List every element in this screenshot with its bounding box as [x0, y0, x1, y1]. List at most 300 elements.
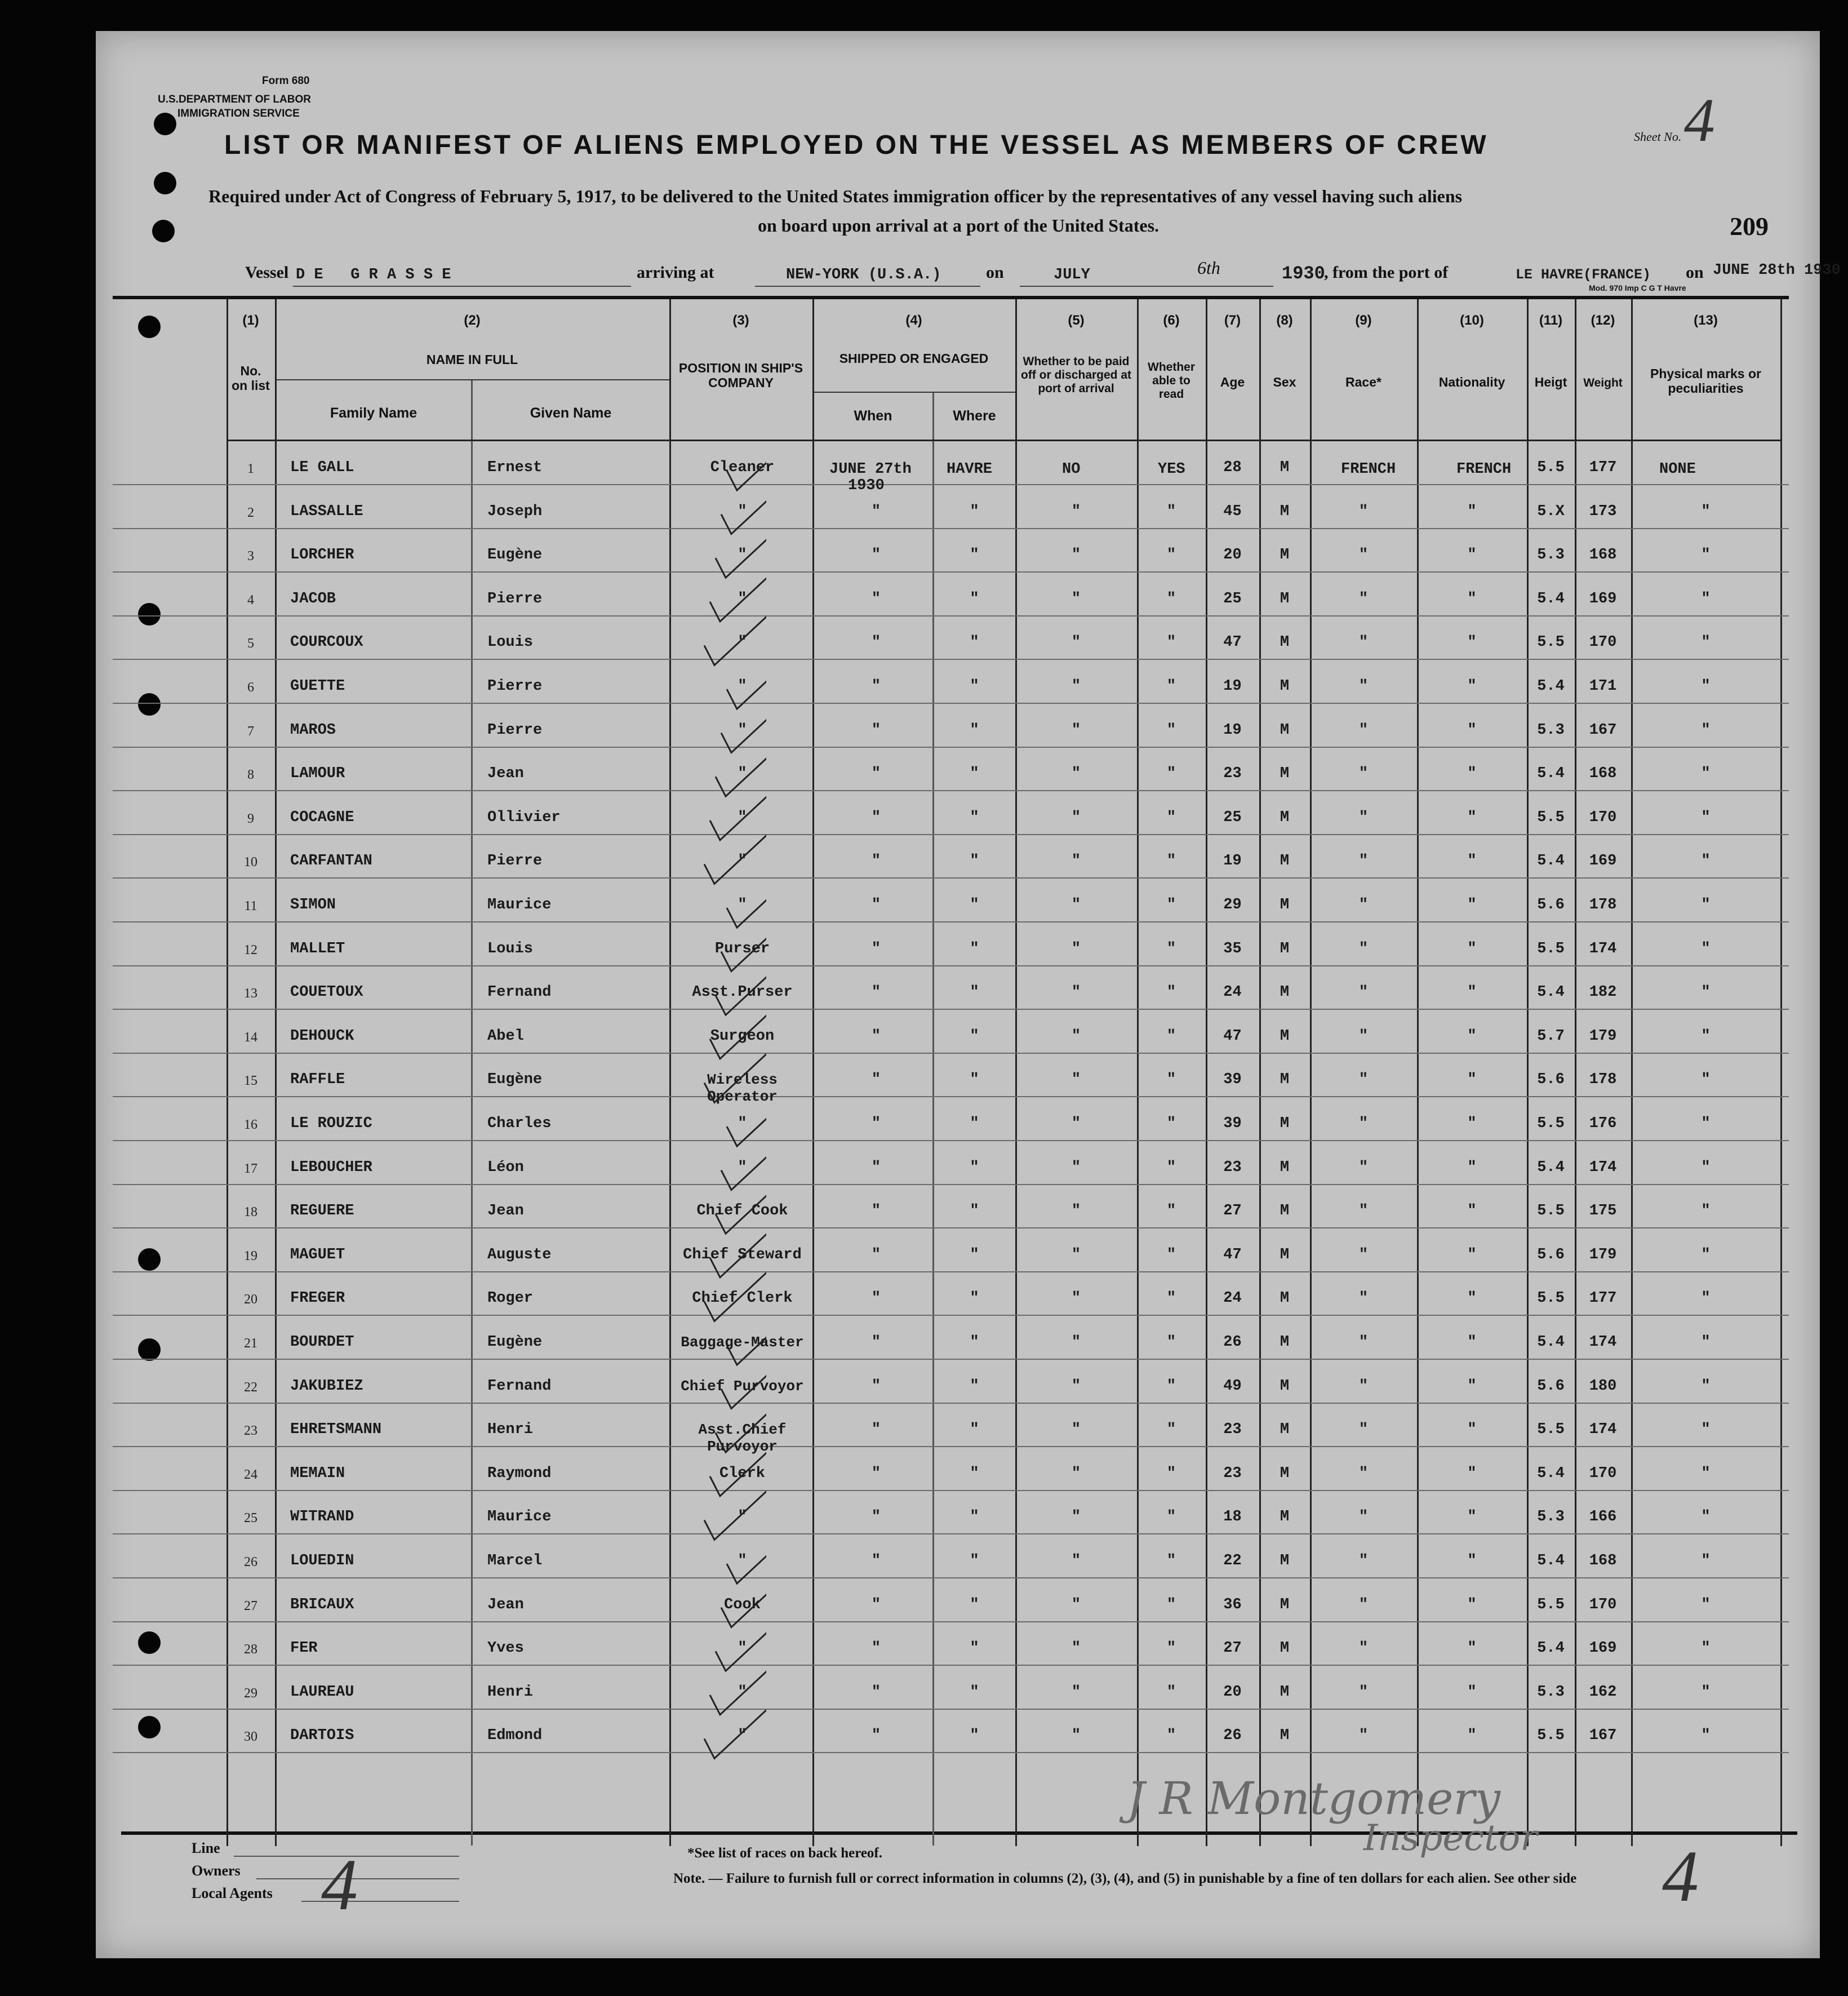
row-sex: M — [1280, 1596, 1290, 1613]
row-position: " — [738, 853, 747, 870]
row-weight: 171 — [1589, 678, 1617, 695]
ditto-mark: " — [1701, 1334, 1711, 1351]
row-weight: 170 — [1589, 1596, 1617, 1613]
ditto-mark: " — [1467, 765, 1477, 783]
col-line — [812, 299, 814, 1846]
ditto-mark: " — [970, 897, 979, 913]
from-label: , from the port of — [1324, 263, 1449, 282]
ditto-mark: " — [1071, 940, 1081, 957]
row-given: Yves — [487, 1640, 524, 1657]
col-line — [1780, 299, 1782, 1846]
row-position: Chief Steward — [683, 1246, 802, 1263]
row-number: 18 — [244, 1205, 257, 1220]
row-number: 26 — [244, 1555, 257, 1569]
row-number: 24 — [244, 1467, 257, 1482]
row-weight: 169 — [1589, 1640, 1617, 1657]
row-family: LORCHER — [290, 547, 354, 564]
row-sex: M — [1280, 1203, 1290, 1220]
row-age: 23 — [1223, 1465, 1242, 1482]
ditto-mark: " — [1071, 1596, 1081, 1613]
row-sex: M — [1280, 1159, 1290, 1176]
ditto-mark: " — [1166, 1071, 1176, 1089]
ditto-mark: " — [970, 853, 979, 870]
row-given: Abel — [487, 1027, 524, 1045]
row-age: 47 — [1223, 1027, 1242, 1045]
row-given: Jean — [487, 765, 524, 783]
ditto-mark: " — [1467, 1071, 1477, 1089]
row-rule — [113, 615, 1789, 616]
ditto-mark: " — [1701, 809, 1711, 826]
header-subrule — [276, 379, 669, 380]
row-weight: 182 — [1589, 984, 1617, 1001]
ditto-mark: " — [970, 1377, 979, 1395]
row-number: 11 — [244, 899, 257, 913]
ditto-mark: " — [970, 984, 979, 1001]
ditto-mark: " — [871, 1115, 881, 1132]
row-sex: M — [1280, 1421, 1290, 1439]
subtitle-2: on board upon arrival at a port of the United States. — [758, 215, 1160, 236]
row-family: BOURDET — [290, 1334, 354, 1351]
row-rule — [113, 1621, 1789, 1622]
row-given: Maurice — [487, 897, 552, 913]
inspector-signature: J R Montgomery — [1127, 1772, 1500, 1825]
ditto-mark: " — [1166, 1640, 1176, 1657]
row-given: Fernand — [487, 1377, 552, 1395]
row-number: 10 — [244, 855, 257, 870]
row-given: Auguste — [487, 1246, 552, 1263]
arriving-label: arriving at — [637, 263, 714, 282]
row-number: 20 — [244, 1292, 257, 1307]
ditto-mark: " — [1166, 590, 1176, 607]
row-height: 5.4 — [1537, 1465, 1565, 1482]
row-family: DARTOIS — [290, 1727, 354, 1745]
row-rule — [113, 484, 1789, 485]
col-line — [275, 299, 277, 1846]
ditto-mark: " — [1701, 678, 1711, 695]
row-position: Clerk — [719, 1465, 765, 1482]
owners-label: Owners — [192, 1862, 241, 1879]
row-position: " — [738, 809, 747, 826]
ditto-mark: " — [1467, 1159, 1477, 1176]
row-rule — [113, 877, 1789, 879]
row-family: COUETOUX — [290, 984, 363, 1001]
ditto-mark: " — [970, 1683, 979, 1701]
row-height: 5.6 — [1537, 897, 1565, 913]
row-weight: 170 — [1589, 1465, 1617, 1482]
form-number: Form 680 — [262, 75, 310, 87]
ditto-mark: " — [1071, 1640, 1081, 1657]
ditto-mark: " — [1166, 1027, 1176, 1045]
row-position: " — [738, 678, 747, 695]
ditto-mark: " — [1701, 984, 1711, 1001]
ditto-mark: " — [1467, 1640, 1477, 1657]
ditto-mark: " — [1358, 940, 1369, 957]
row-sex: M — [1280, 940, 1290, 957]
row-age: 24 — [1223, 984, 1242, 1001]
ditto-mark: " — [1071, 503, 1081, 520]
ditto-mark: " — [970, 1290, 979, 1307]
row-given: Pierre — [487, 721, 543, 739]
row-rule — [113, 790, 1789, 791]
row-height: 5.4 — [1537, 1553, 1565, 1569]
ditto-mark: " — [1071, 1027, 1081, 1045]
row-weight: 179 — [1589, 1027, 1617, 1045]
ditto-mark: " — [970, 1159, 979, 1176]
row-weight: 180 — [1589, 1377, 1617, 1395]
ditto-mark: " — [1467, 678, 1477, 695]
port-underline — [755, 286, 980, 287]
row-rule — [113, 1184, 1789, 1185]
ditto-mark: " — [1071, 678, 1081, 695]
col10-number: (10) — [1460, 313, 1484, 328]
ditto-mark: " — [1166, 1421, 1176, 1439]
ditto-mark: " — [871, 765, 881, 783]
row-sex: M — [1280, 1683, 1290, 1701]
ditto-mark: " — [970, 1421, 979, 1439]
row-weight: 177 — [1589, 459, 1617, 476]
row-family: LE GALL — [290, 459, 354, 476]
row-height: 5.6 — [1537, 1246, 1565, 1263]
row-position: " — [738, 1640, 747, 1657]
row-position: Cook — [724, 1596, 761, 1613]
ditto-mark: " — [871, 1246, 881, 1263]
ditto-mark: " — [1071, 1727, 1081, 1745]
ditto-mark: " — [1358, 897, 1369, 913]
ditto-mark: " — [1701, 1421, 1711, 1439]
row-given: Louis — [487, 940, 534, 957]
col1-number: (1) — [242, 313, 259, 328]
row-age: 49 — [1223, 1377, 1242, 1395]
row-weight: 168 — [1589, 765, 1617, 783]
row-age: 19 — [1223, 853, 1242, 870]
col5-header: Whether to be paid off or discharged at port of arrival — [1020, 355, 1132, 395]
row-height: 5.4 — [1537, 765, 1565, 783]
row-given: Eugène — [487, 547, 543, 564]
punch-hole — [138, 1631, 161, 1654]
ditto-mark: " — [1166, 503, 1176, 520]
row-weight: 169 — [1589, 853, 1617, 870]
ditto-mark: " — [1166, 984, 1176, 1001]
inspector-title: Inspector — [1363, 1817, 1538, 1859]
ditto-mark: " — [1358, 1727, 1369, 1745]
ditto-mark: " — [1166, 1683, 1176, 1701]
row-family: RAFFLE — [290, 1071, 345, 1089]
row-family: MAROS — [290, 721, 336, 739]
row1-race: FRENCH — [1341, 461, 1396, 478]
row-number: 6 — [247, 680, 254, 695]
row-family: JACOB — [290, 590, 336, 607]
row-age: 19 — [1223, 678, 1242, 695]
ditto-mark: " — [1071, 984, 1081, 1001]
row-sex: M — [1280, 1553, 1290, 1569]
ditto-mark: " — [1358, 1421, 1369, 1439]
row-given: Raymond — [487, 1465, 552, 1482]
row-age: 22 — [1223, 1553, 1242, 1569]
ditto-mark: " — [1358, 1553, 1369, 1569]
ditto-mark: " — [1071, 1159, 1081, 1176]
ditto-mark: " — [871, 1553, 881, 1569]
row-number: 9 — [247, 811, 254, 826]
row-weight: 178 — [1589, 897, 1617, 913]
ditto-mark: " — [871, 503, 881, 520]
ditto-mark: " — [1467, 1683, 1477, 1701]
row-weight: 170 — [1589, 809, 1617, 826]
ditto-mark: " — [871, 1640, 881, 1657]
ditto-mark: " — [970, 809, 979, 826]
ditto-mark: " — [871, 1027, 881, 1045]
row-age: 20 — [1223, 1683, 1242, 1701]
ditto-mark: " — [1166, 897, 1176, 913]
row-position: Chief Clerk — [692, 1290, 793, 1307]
arrival-day: 6th — [1197, 258, 1220, 278]
row-family: COCAGNE — [290, 809, 354, 826]
ditto-mark: " — [1166, 678, 1176, 695]
col5-number: (5) — [1068, 313, 1085, 328]
ditto-mark: " — [871, 1683, 881, 1701]
ditto-mark: " — [1701, 1727, 1711, 1745]
ditto-mark: " — [1358, 1640, 1369, 1657]
ditto-mark: " — [1358, 809, 1369, 826]
ditto-mark: " — [1467, 547, 1477, 564]
row-age: 39 — [1223, 1071, 1242, 1089]
row-height: 5.5 — [1537, 634, 1565, 651]
service: IMMIGRATION SERVICE — [177, 108, 300, 119]
row-age: 18 — [1223, 1509, 1242, 1526]
row-position: Asst.Purser — [692, 984, 793, 1001]
ditto-mark: " — [871, 1334, 881, 1351]
corner-mark: 4 — [1662, 1836, 1699, 1917]
col13-header: Physical marks or peculiarities — [1650, 366, 1761, 396]
col6-number: (6) — [1163, 313, 1180, 328]
row-height: 5.6 — [1537, 1071, 1565, 1089]
row-rule — [113, 1359, 1789, 1360]
col9-header: Race* — [1345, 375, 1381, 389]
col2-header: NAME IN FULL — [426, 352, 518, 367]
ditto-mark: " — [871, 1727, 881, 1745]
row-rule — [113, 703, 1789, 704]
row-sex: M — [1280, 853, 1290, 870]
col10-header: Nationality — [1438, 375, 1505, 389]
printer-mark: Mod. 970 Imp C G T Havre — [1589, 283, 1686, 292]
row-given: Henri — [487, 1683, 534, 1701]
ditto-mark: " — [871, 1465, 881, 1482]
ditto-mark: " — [1166, 634, 1176, 651]
ditto-mark: " — [1358, 1596, 1369, 1613]
ditto-mark: " — [1358, 678, 1369, 695]
ditto-mark: " — [970, 678, 979, 695]
row-rule — [113, 1577, 1789, 1578]
ditto-mark: " — [1701, 1159, 1711, 1176]
row-sex: M — [1280, 678, 1290, 695]
ditto-mark: " — [1701, 1553, 1711, 1569]
ditto-mark: " — [1467, 1203, 1477, 1220]
row-number: 7 — [247, 724, 254, 739]
col3-header: POSITION IN SHIP'S COMPANY — [678, 361, 803, 390]
row-sex: M — [1280, 984, 1290, 1001]
row-rule — [113, 747, 1789, 748]
header-subrule — [814, 392, 1015, 393]
ditto-mark: " — [970, 1640, 979, 1657]
ditto-mark: " — [1467, 721, 1477, 739]
table-top-rule — [113, 296, 1789, 299]
row-number: 27 — [244, 1598, 257, 1613]
row-height: 5.5 — [1537, 1290, 1565, 1307]
row-family: WITRAND — [290, 1509, 354, 1526]
row-height: 5.X — [1537, 503, 1565, 520]
col2b-header: Given Name — [530, 405, 612, 421]
row-number: 22 — [244, 1380, 257, 1395]
subtitle-1: Required under Act of Congress of February 5, 1917, to be delivered to the United States immigration officer by the representatives of any vessel having such aliens — [208, 186, 1463, 206]
row-height: 5.4 — [1537, 853, 1565, 870]
row-family: LASSALLE — [290, 503, 363, 520]
agents-mark: 4 — [321, 1844, 358, 1926]
row-family: BRICAUX — [290, 1596, 354, 1613]
row-given: Eugène — [487, 1071, 543, 1089]
races-note: *See list of races on back hereof. — [687, 1846, 883, 1861]
row-weight: 168 — [1589, 1553, 1617, 1569]
row-number: 21 — [244, 1336, 257, 1351]
row-weight: 178 — [1589, 1071, 1617, 1089]
row-sex: M — [1280, 459, 1290, 476]
ditto-mark: " — [1166, 940, 1176, 957]
ditto-mark: " — [871, 547, 881, 564]
row-height: 5.4 — [1537, 1334, 1565, 1351]
row-family: REGUERE — [290, 1203, 354, 1220]
ditto-mark: " — [1358, 1203, 1369, 1220]
row-height: 5.5 — [1537, 1421, 1565, 1439]
ditto-mark: " — [1467, 1377, 1477, 1395]
ditto-mark: " — [1701, 1027, 1711, 1045]
on-label: on — [986, 263, 1004, 282]
arrival-port: NEW-YORK (U.S.A.) — [786, 267, 941, 283]
row-height: 5.3 — [1537, 1509, 1565, 1526]
row-given: Jean — [487, 1203, 524, 1220]
ditto-mark: " — [970, 765, 979, 783]
ditto-mark: " — [1358, 765, 1369, 783]
ditto-mark: " — [1358, 634, 1369, 651]
punch-hole — [152, 220, 175, 242]
punch-hole — [138, 1338, 161, 1361]
ditto-mark: " — [1166, 1465, 1176, 1482]
row-height: 5.5 — [1537, 809, 1565, 826]
col2a-header: Family Name — [330, 405, 417, 421]
row-given: Henri — [487, 1421, 534, 1439]
ditto-mark: " — [1071, 1421, 1081, 1439]
ditto-mark: " — [1358, 1377, 1369, 1395]
row-age: 23 — [1223, 1159, 1242, 1176]
punch-hole — [138, 316, 161, 338]
row-number: 30 — [244, 1729, 257, 1745]
row-position: " — [738, 634, 747, 651]
row-age: 35 — [1223, 940, 1242, 957]
punch-hole — [138, 693, 161, 716]
ditto-mark: " — [1358, 547, 1369, 564]
row-number: 4 — [247, 592, 254, 607]
row-position: " — [738, 1553, 747, 1569]
ditto-mark: " — [1701, 940, 1711, 957]
ditto-mark: " — [1071, 1246, 1081, 1263]
ditto-mark: " — [1701, 547, 1711, 564]
row-family: MALLET — [290, 940, 345, 957]
row-sex: M — [1280, 1509, 1290, 1526]
row-age: 26 — [1223, 1334, 1242, 1351]
row-height: 5.4 — [1537, 1159, 1565, 1176]
ditto-mark: " — [1166, 1246, 1176, 1263]
row-family: LE ROUZIC — [290, 1115, 372, 1132]
col3-number: (3) — [732, 313, 749, 328]
ditto-mark: " — [1166, 1596, 1176, 1613]
row-family: FER — [290, 1640, 318, 1657]
ditto-mark: " — [1467, 1553, 1477, 1569]
punch-hole — [154, 113, 176, 135]
ditto-mark: " — [871, 940, 881, 957]
row-rule — [113, 1665, 1789, 1666]
ditto-mark: " — [1166, 721, 1176, 739]
row-sex: M — [1280, 1727, 1290, 1745]
row-family: LEBOUCHER — [290, 1159, 372, 1176]
ditto-mark: " — [1166, 1509, 1176, 1526]
row-family: COURCOUX — [290, 634, 363, 651]
row-position: " — [738, 1683, 747, 1701]
ditto-mark: " — [1467, 1465, 1477, 1482]
ditto-mark: " — [1166, 1115, 1176, 1132]
ditto-mark: " — [1701, 634, 1711, 651]
row1-where: HAVRE — [947, 461, 993, 478]
row1-when: JUNE 27th — [829, 461, 912, 478]
row-age: 47 — [1223, 1246, 1242, 1263]
ditto-mark: " — [871, 809, 881, 826]
row-sex: M — [1280, 809, 1290, 826]
col2-number: (2) — [464, 313, 481, 328]
row-age: 47 — [1223, 634, 1242, 651]
row-age: 29 — [1223, 897, 1242, 913]
row-weight: 168 — [1589, 547, 1617, 564]
row-age: 23 — [1223, 765, 1242, 783]
ditto-mark: " — [1467, 1290, 1477, 1307]
table-bottom-rule — [121, 1831, 1797, 1835]
row-sex: M — [1280, 503, 1290, 520]
ditto-mark: " — [970, 1246, 979, 1263]
sheet-no: 4 — [1683, 86, 1715, 154]
row-position: Cleaner — [710, 459, 775, 476]
row-family: SIMON — [290, 897, 336, 913]
ditto-mark: " — [1701, 1203, 1711, 1220]
ditto-mark: " — [1701, 1465, 1711, 1482]
ditto-mark: " — [871, 1290, 881, 1307]
ditto-mark: " — [871, 1071, 881, 1089]
ditto-mark: " — [1467, 1509, 1477, 1526]
ditto-mark: " — [1071, 1465, 1081, 1482]
ditto-mark: " — [1467, 1727, 1477, 1745]
row1-when-year: 1930 — [848, 477, 885, 494]
ditto-mark: " — [970, 721, 979, 739]
row-height: 5.6 — [1537, 1377, 1565, 1395]
row-sex: M — [1280, 1115, 1290, 1132]
ditto-mark: " — [1467, 940, 1477, 957]
row-position: " — [738, 897, 747, 913]
ditto-mark: " — [1071, 1115, 1081, 1132]
row-rule — [113, 1490, 1789, 1491]
row-given: Ernest — [487, 459, 543, 476]
col12-number: (12) — [1591, 313, 1615, 328]
row-number: 28 — [244, 1642, 257, 1657]
vessel-name: D E G R A S S E — [296, 267, 451, 283]
col1-header: No. on list — [232, 363, 270, 393]
ditto-mark: " — [1071, 853, 1081, 870]
col11-number: (11) — [1539, 313, 1563, 328]
ditto-mark: " — [970, 1334, 979, 1351]
ditto-mark: " — [1467, 1334, 1477, 1351]
